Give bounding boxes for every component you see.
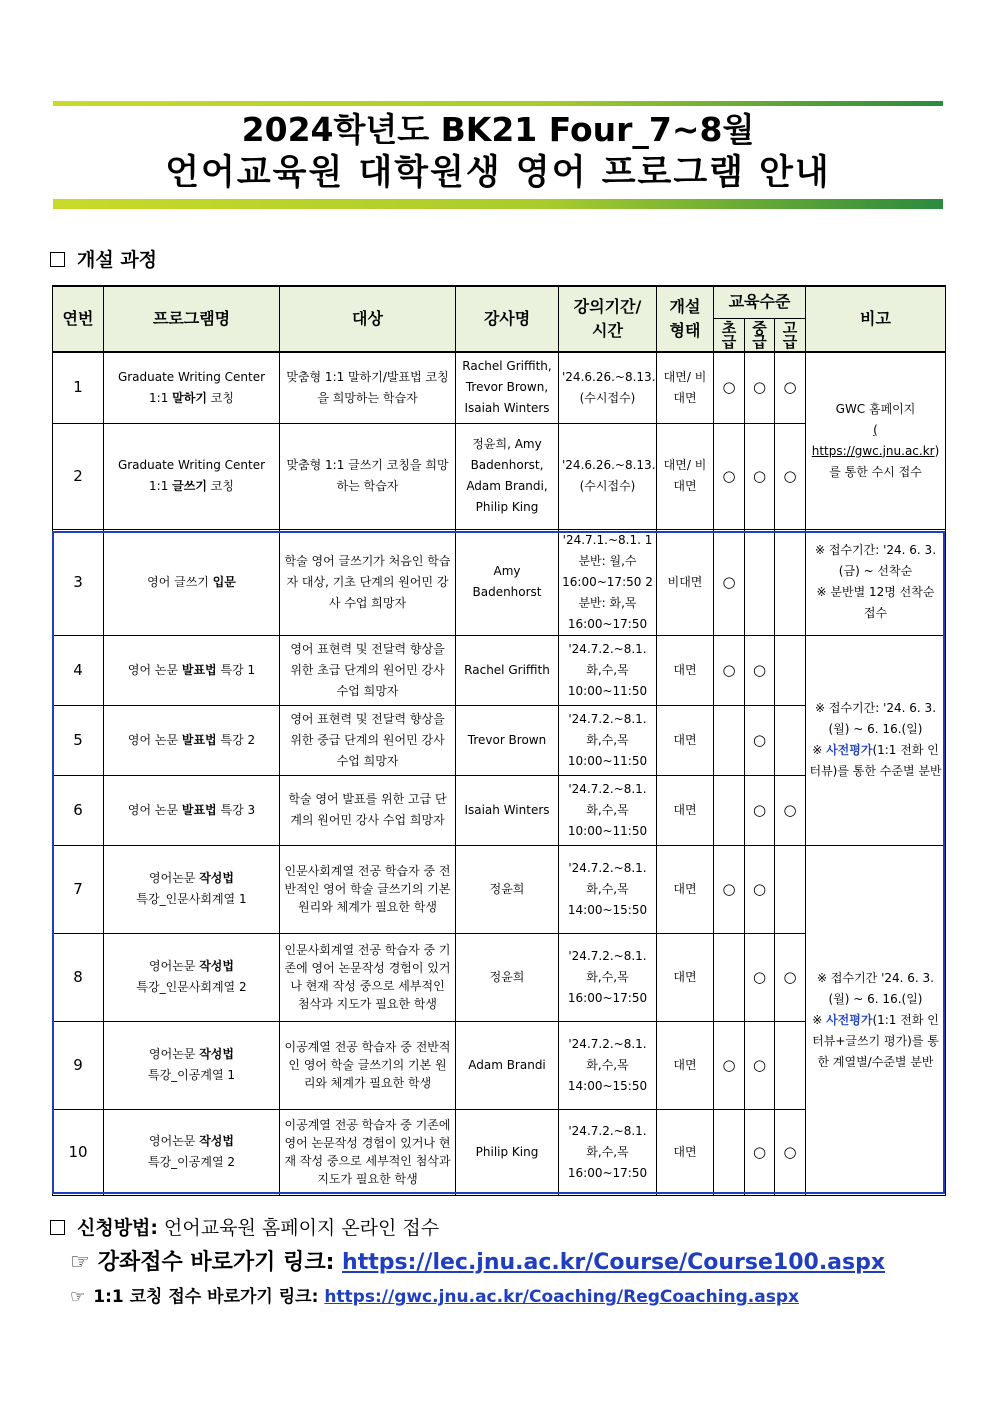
- header-period: 강의기간/ 시간: [559, 286, 657, 352]
- format: 비대면: [657, 529, 714, 635]
- row-number: 2: [53, 423, 104, 529]
- level-mark: [775, 1021, 806, 1109]
- level-mark: [745, 1109, 775, 1195]
- row-number: 1: [53, 352, 104, 423]
- table-row: [53, 529, 946, 635]
- level-mark: [775, 933, 806, 1021]
- circle-mark-icon: ○: [722, 1055, 736, 1074]
- program-name-pre: 1:1: [149, 479, 173, 493]
- coach-link[interactable]: https://gwc.jnu.ac.kr/Coaching/RegCoaching.aspx: [324, 1287, 799, 1307]
- target-audience: 맞춤형 1:1 글쓰기 코칭을 희망하는 학습자: [280, 423, 456, 529]
- target-audience: 인문사회계열 전공 학습자 중 전반적인 영어 학술 글쓰기의 기본 원리와 체계가 필요한 학생: [280, 845, 456, 933]
- level-mark: [775, 423, 806, 529]
- period: '24.6.26.~8.13. (수시접수): [559, 423, 657, 529]
- level-mark: [714, 529, 745, 635]
- circle-mark-icon: ○: [752, 800, 767, 819]
- course-link[interactable]: https://lec.jnu.ac.kr/Course/Course100.aspx: [342, 1250, 886, 1275]
- circle-mark-icon: ○: [752, 879, 767, 898]
- program-table: [52, 285, 946, 1196]
- instructor: Amy Badenhorst: [456, 529, 559, 635]
- level-mark: [775, 705, 806, 775]
- note-cell: [806, 635, 946, 845]
- level-mark: [714, 352, 745, 423]
- target-audience: 이공계열 전공 학습자 중 기존에 영어 논문작성 경험이 있거나 현재 작성 중으로 세부적인 첨삭과 지도가 필요한 학생: [280, 1109, 456, 1195]
- circle-mark-icon: ○: [752, 730, 767, 749]
- header-format: 개설 형태: [657, 286, 714, 352]
- level-mark: [775, 845, 806, 933]
- program-name-post: 코칭: [206, 479, 234, 493]
- level-mark: [775, 1109, 806, 1195]
- row-number: 8: [53, 933, 104, 1021]
- period: '24.7.2.~8.1. 화,수,목 10:00~11:50: [559, 775, 657, 845]
- format: 대면/ 비대면: [657, 423, 714, 529]
- program-name-bold: 입문: [212, 574, 236, 589]
- program-name-post: 특강 2: [216, 732, 256, 747]
- level-mark: [775, 635, 806, 705]
- note-text: ※ 접수기간 '24. 6. 3.(월) ~ 6. 16.(일): [817, 970, 934, 1006]
- program-name-post: 특강 3: [216, 802, 256, 817]
- level-mark: [745, 933, 775, 1021]
- period: '24.7.2.~8.1. 화,수,목 10:00~11:50: [559, 635, 657, 705]
- circle-mark-icon: ○: [783, 1142, 797, 1161]
- target-audience: 맞춤형 1:1 말하기/발표법 코칭을 희망하는 학습자: [280, 352, 456, 423]
- note-text: GWC 홈페이지: [835, 401, 916, 416]
- format: 대면: [657, 705, 714, 775]
- page-title-line1: 2024학년도 BK21 Four_7~8월: [241, 110, 755, 149]
- note-text: ※: [812, 743, 827, 757]
- program-name-en: Graduate Writing Center: [117, 458, 266, 472]
- program-name-bold: 발표법: [181, 662, 217, 677]
- period: '24.7.2.~8.1. 화,수,목 10:00~11:50: [559, 705, 657, 775]
- note-text: ※ 접수기간: '24. 6. 3.(금) ~ 선착순: [815, 543, 937, 578]
- header-no: 연번: [53, 286, 104, 352]
- instructor: Isaiah Winters: [456, 775, 559, 845]
- note-text: )를 통한 수시 접수: [829, 443, 940, 479]
- header-program: 프로그램명: [104, 286, 280, 352]
- level-mark: [714, 1021, 745, 1109]
- apply-text: 언어교육원 홈페이지 온라인 접수: [158, 1217, 440, 1239]
- instructor: 정윤희: [456, 933, 559, 1021]
- program-name-pre: 영어 논문: [127, 732, 182, 747]
- instructor: 정윤희, Amy Badenhorst, Adam Brandi, Philip King: [456, 423, 559, 529]
- header-note: 비고: [806, 286, 946, 352]
- table-row: [53, 635, 946, 705]
- instructor: 정윤희: [456, 845, 559, 933]
- period: '24.7.2.~8.1. 화,수,목 16:00~17:50: [559, 933, 657, 1021]
- program-name: [104, 352, 280, 423]
- target-audience: 영어 표현력 및 전달력 향상을 위한 중급 단계의 원어민 강사 수업 희망자: [280, 705, 456, 775]
- note-text: (1:1 전화 인터뷰+글쓰기 평가)를 통한 계열별/수준별 분반: [812, 1012, 939, 1069]
- circle-mark-icon: ○: [752, 660, 767, 679]
- level-mark: [714, 705, 745, 775]
- format: 대면: [657, 1021, 714, 1109]
- circle-mark-icon: ○: [722, 879, 736, 898]
- pointing-hand-icon: ☞: [70, 1287, 86, 1307]
- header-level-advanced: 고 급: [775, 318, 806, 352]
- header-level-beginner: 초 급: [714, 318, 745, 352]
- note-text: ※ 접수기간: '24. 6. 3.(월) ~ 6. 16.(일): [815, 701, 937, 736]
- circle-mark-icon: ○: [722, 572, 736, 591]
- program-name-post: 특강_이공계열 1: [147, 1068, 235, 1082]
- header-level: 교육수준: [714, 286, 806, 318]
- program-name-bold: 발표법: [181, 802, 217, 817]
- circle-mark-icon: ○: [752, 1142, 767, 1161]
- table-row: [53, 845, 946, 933]
- instructor: Rachel Griffith, Trevor Brown, Isaiah Winters: [456, 352, 559, 423]
- circle-mark-icon: ○: [783, 378, 797, 397]
- level-mark: [714, 933, 745, 1021]
- row-number: 9: [53, 1021, 104, 1109]
- program-name-pre: 영어 논문: [127, 802, 182, 817]
- period: '24.7.2.~8.1. 화,수,목 14:00~15:50: [559, 1021, 657, 1109]
- program-name-bold: 발표법: [181, 732, 217, 747]
- program-name: [104, 635, 280, 705]
- program-name: [104, 933, 280, 1021]
- row-number: 5: [53, 705, 104, 775]
- circle-mark-icon: ○: [722, 378, 736, 397]
- program-name-bold: 말하기: [172, 390, 207, 405]
- row-number: 10: [53, 1109, 104, 1195]
- level-mark: [714, 845, 745, 933]
- target-audience: 인문사회계열 전공 학습자 중 기존에 영어 논문작성 경험이 있거나 현재 작성 중으로 세부적인 첨삭과 지도가 필요한 학생: [280, 933, 456, 1021]
- header-instructor: 강사명: [456, 286, 559, 352]
- program-name: [104, 775, 280, 845]
- note-text: (1:1 전화 인터뷰)를 통한 수준별 분반: [809, 743, 942, 778]
- course-link-line: [70, 1245, 885, 1276]
- level-mark: [714, 775, 745, 845]
- note-text: ※ 분반별 12명 선착순 접수: [816, 585, 935, 620]
- note-cell: [806, 529, 946, 635]
- section-heading: [50, 245, 157, 272]
- checkbox-square-icon: [50, 252, 65, 267]
- note-text: ※: [812, 1012, 827, 1027]
- program-name-pre: 영어 글쓰기: [147, 574, 213, 589]
- checkbox-square-icon: [50, 1220, 65, 1235]
- row-number: 4: [53, 635, 104, 705]
- page-title-line2: 언어교육원 대학원생 영어 프로그램 안내: [165, 153, 831, 193]
- level-mark: [745, 845, 775, 933]
- format: 대면: [657, 933, 714, 1021]
- program-name: [104, 705, 280, 775]
- instructor: Rachel Griffith: [456, 635, 559, 705]
- coach-link-line: [70, 1282, 799, 1307]
- period: '24.7.1.~8.1. 1분반: 월,수 16:00~17:50 2분반: 화,목 16:00~17:50: [559, 529, 657, 635]
- program-name-post: 특강_인문사회계열 1: [136, 892, 247, 906]
- row-number: 3: [53, 529, 104, 635]
- program-name-post: 특강_인문사회계열 2: [136, 980, 247, 994]
- level-mark: [745, 1021, 775, 1109]
- circle-mark-icon: ○: [752, 1055, 767, 1074]
- program-name-bold: 글쓰기: [172, 479, 207, 493]
- target-audience: 이공계열 전공 학습자 중 전반적인 영어 학술 글쓰기의 기본 원리와 체계가 필요한 학생: [280, 1021, 456, 1109]
- program-name-en: Graduate Writing Center: [117, 369, 266, 384]
- level-mark: [745, 352, 775, 423]
- format: 대면: [657, 1109, 714, 1195]
- program-name: [104, 845, 280, 933]
- target-audience: 학술 영어 글쓰기가 처음인 학습자 대상, 기초 단계의 원어민 강사 수업 희망자: [280, 529, 456, 635]
- program-name-bold: 작성법: [199, 1134, 234, 1148]
- row-number: 6: [53, 775, 104, 845]
- program-name-bold: 작성법: [199, 1047, 234, 1061]
- level-mark: [745, 529, 775, 635]
- circle-mark-icon: ○: [752, 378, 767, 397]
- program-name: [104, 1021, 280, 1109]
- period: '24.7.2.~8.1. 화,수,목 14:00~15:50: [559, 845, 657, 933]
- program-name-post: 특강_이공계열 2: [147, 1155, 235, 1169]
- circle-mark-icon: ○: [752, 466, 767, 485]
- format: 대면/ 비대면: [657, 352, 714, 423]
- level-mark: [775, 529, 806, 635]
- apply-label: 신청방법:: [77, 1217, 159, 1239]
- header-level-intermediate: 중 급: [745, 318, 775, 352]
- instructor: Trevor Brown: [456, 705, 559, 775]
- level-mark: [775, 352, 806, 423]
- period: '24.7.2.~8.1. 화,수,목 16:00~17:50: [559, 1109, 657, 1195]
- program-name-pre: 영어논문: [149, 1047, 200, 1061]
- program-name-pre: 영어논문: [149, 959, 200, 973]
- program-name-pre: 영어논문: [149, 871, 200, 885]
- note-cell: [806, 352, 946, 529]
- pointing-hand-icon: ☞: [70, 1250, 90, 1275]
- program-name-bold: 작성법: [199, 871, 234, 885]
- level-mark: [745, 423, 775, 529]
- circle-mark-icon: ○: [783, 800, 797, 819]
- level-mark: [714, 423, 745, 529]
- program-name-pre: 영어논문: [149, 1134, 200, 1148]
- program-name-post: 특강 1: [216, 662, 256, 677]
- title-top-bar: [53, 101, 943, 106]
- target-audience: 학술 영어 발표를 위한 고급 단계의 원어민 강사 수업 희망자: [280, 775, 456, 845]
- program-name: [104, 529, 280, 635]
- coach-link-label: 1:1 코칭 접수 바로가기 링크:: [93, 1287, 325, 1307]
- format: 대면: [657, 775, 714, 845]
- format: 대면: [657, 635, 714, 705]
- row-number: 7: [53, 845, 104, 933]
- program-name: [104, 1109, 280, 1195]
- instructor: Adam Brandi: [456, 1021, 559, 1109]
- circle-mark-icon: ○: [722, 660, 736, 679]
- header-target: 대상: [280, 286, 456, 352]
- gwc-link[interactable]: ( https://gwc.jnu.ac.kr: [811, 422, 935, 458]
- level-mark: [714, 1109, 745, 1195]
- level-mark: [775, 775, 806, 845]
- target-audience: 영어 표현력 및 전달력 향상을 위한 초급 단계의 원어민 강사 수업 희망자: [280, 635, 456, 705]
- level-mark: [745, 705, 775, 775]
- note-cell: [806, 845, 946, 1195]
- program-name-pre: 영어 논문: [127, 662, 182, 677]
- circle-mark-icon: ○: [783, 967, 797, 986]
- circle-mark-icon: ○: [722, 466, 736, 485]
- level-mark: [745, 635, 775, 705]
- program-name: [104, 423, 280, 529]
- title-bottom-bar: [53, 199, 943, 209]
- apply-method: [50, 1213, 439, 1240]
- note-highlight: 사전평가: [826, 1012, 873, 1027]
- table-row: [53, 352, 946, 423]
- section-title: 개설 과정: [77, 249, 158, 271]
- level-mark: [745, 775, 775, 845]
- circle-mark-icon: ○: [752, 967, 767, 986]
- course-link-label: 강좌접수 바로가기 링크:: [97, 1250, 343, 1275]
- program-name-bold: 작성법: [199, 959, 234, 973]
- level-mark: [714, 635, 745, 705]
- format: 대면: [657, 845, 714, 933]
- instructor: Philip King: [456, 1109, 559, 1195]
- note-highlight: 사전평가: [826, 743, 873, 757]
- circle-mark-icon: ○: [783, 466, 797, 485]
- period: '24.6.26.~8.13. (수시접수): [559, 352, 657, 423]
- program-name-post: 코칭: [206, 390, 234, 405]
- program-name-pre: 1:1: [149, 390, 173, 405]
